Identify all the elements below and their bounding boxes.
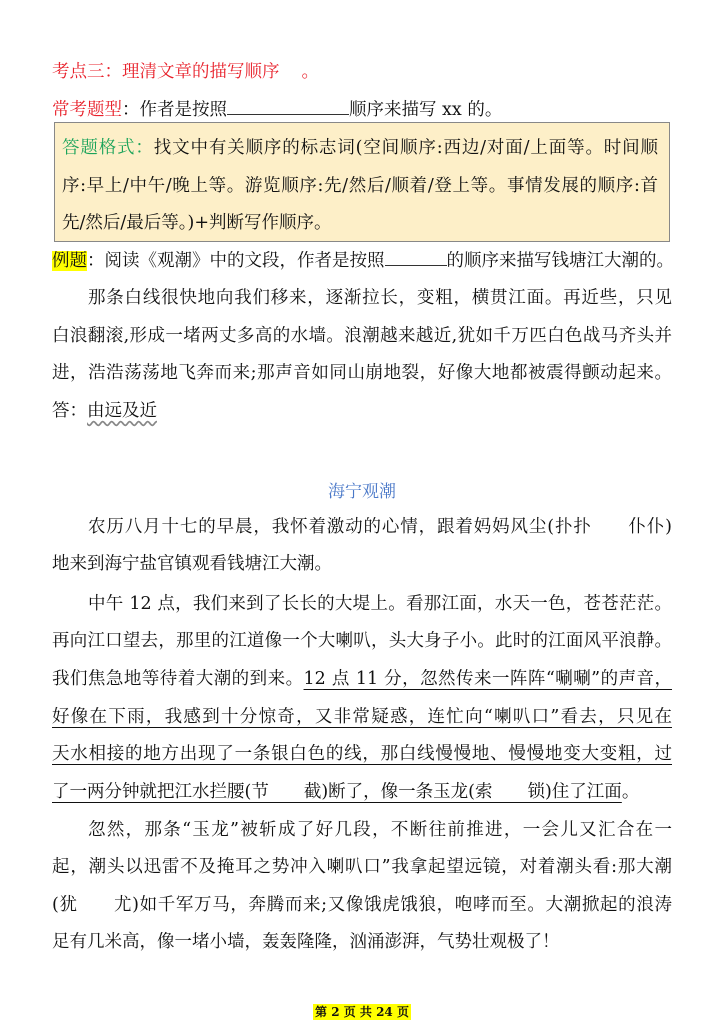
- article-title: 海宁观潮: [328, 482, 396, 502]
- article-line: 再向江口望去，那里的江道像一个大喇叭，头大身子小。此时的江面风平浪静。: [52, 631, 672, 651]
- article-line: 足有几米高，像一堵小墙，轰轰隆隆，汹涌澎湃，气势壮观极了！: [52, 932, 560, 952]
- answer-format-line: 先/然后/最后等。)+判断写作顺序。: [62, 213, 332, 233]
- example-line: 例题：阅读《观潮》中的文段，作者是按照 的顺序来描写钱塘江大潮的。: [52, 247, 672, 273]
- article-line: 天水相接的地方出现了一条银白色的线，那白线慢慢地、慢慢地变大变粗，过: [52, 744, 672, 764]
- article-line: 我们焦急地等待着大潮的到来。12 点 11 分，忽然传来一阵阵“唰唰”的声音，: [52, 669, 673, 689]
- article-line: 地来到海宁盐官镇观看钱塘江大潮。: [52, 554, 332, 574]
- page-footer: [0, 1003, 724, 1020]
- article-line: 好像在下雨，我感到十分惊奇，又非常疑惑，连忙向“喇叭口”看去，只见在: [52, 707, 672, 727]
- answer-value: 由远及近: [87, 401, 157, 421]
- answer-blank: [227, 96, 349, 115]
- excerpt-line: 进，浩浩荡荡地飞奔而来;那声音如同山崩地裂，好像大地都被震得颤动起来。: [52, 363, 672, 383]
- article-line: 了一两分钟就把江水拦腰(节 截)断了，像一条玉龙(索 锁)住了江面。: [52, 782, 640, 802]
- article-line: 起，潮头以迅雷不及掩耳之势冲入喇叭口”我拿起望远镜，对着潮头看:那大潮: [52, 857, 672, 877]
- example-blank: [385, 247, 447, 266]
- question-type-line: 常考题型：作者是按照 顺序来描写 xx 的。: [52, 96, 672, 122]
- answer-line: 答：由远及近: [52, 401, 157, 421]
- section-heading: 考点三：理清文章的描写顺序 。: [52, 62, 319, 82]
- article-line: 农历八月十七的早晨，我怀着激动的心情，跟着妈妈风尘(扑扑 仆仆): [88, 517, 672, 537]
- answer-format-line: 答题格式：找文中有关顺序的标志词(空间顺序:西边/对面/上面等。时间顺: [62, 138, 659, 158]
- article-line: (犹 尤)如千军万马，奔腾而来;又像饿虎饿狼，咆哮而至。大潮掀起的浪涛: [52, 895, 672, 915]
- answer-format-line: 序:早上/中午/晚上等。游览顺序:先/然后/顺着/登上等。事情发展的顺序:首: [62, 176, 658, 196]
- page-number: 第 2 页 共 24 页: [315, 1005, 409, 1019]
- excerpt-line: 那条白线很快地向我们移来，逐渐拉长，变粗，横贯江面。再近些，只见: [88, 288, 672, 308]
- excerpt-line: 白浪翻滚,形成一堵两丈多高的水墙。浪潮越来越近,犹如千万匹白色战马齐头并: [52, 326, 672, 346]
- article-line: 中午 12 点，我们来到了长长的大堤上。看那江面，水天一色，苍苍茫茫。: [88, 594, 672, 614]
- article-line: 忽然，那条“玉龙”被斩成了好几段，不断往前推进，一会儿又汇合在一: [88, 820, 672, 840]
